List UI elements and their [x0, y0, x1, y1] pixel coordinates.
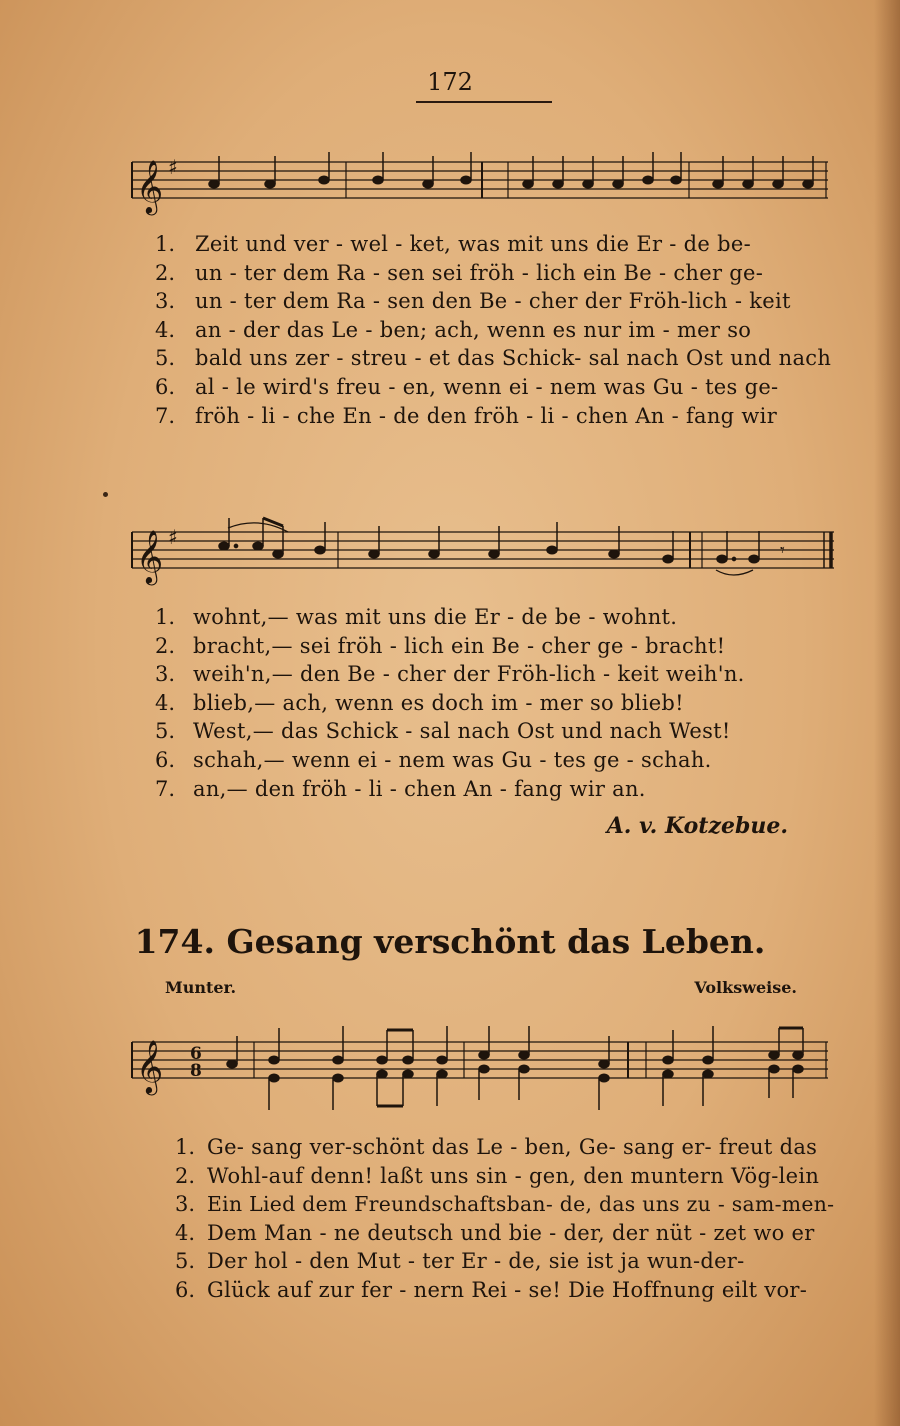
verse-line [155, 375, 835, 404]
verse-text: Ge- sang ver-schönt das Le - ben, Ge- sang er- freut das [207, 1135, 818, 1159]
verse-number: 2. [175, 1163, 196, 1188]
song-173-verses-part-2 [155, 605, 795, 805]
verse-number: 3. [155, 289, 176, 314]
svg-text:8: 8 [190, 1061, 202, 1081]
svg-text:♯: ♯ [168, 525, 178, 549]
verse-text: bracht,— sei fröh - lich ein Be - cher ge - bracht! [193, 633, 726, 658]
svg-text:𝄾: 𝄾 [780, 540, 785, 561]
verse-number: 5. [175, 1249, 196, 1274]
verse-line [155, 662, 795, 691]
verse-line [155, 289, 835, 318]
verse-number: 5. [155, 346, 176, 371]
verse-text: schah,— wenn ei - nem was Gu - tes ge - schah. [193, 747, 712, 772]
music-staff-2 [128, 510, 840, 590]
svg-text:6: 6 [190, 1044, 202, 1064]
svg-text:𝄞: 𝄞 [136, 159, 164, 213]
verse-number: 7. [155, 776, 176, 801]
verse-text: Zeit und ver - wel - ket, was mit uns die Er - de be- [195, 232, 751, 256]
verse-number: 3. [175, 1192, 196, 1217]
verse-text: blieb,— ach, wenn es doch im - mer so blieb! [193, 690, 684, 715]
verse-text: Ein Lied dem Freundschaftsban- de, das uns zu - sam-men- [207, 1192, 835, 1217]
verse-text: Der hol - den Mut - ter Er - de, sie ist ja wun-der- [207, 1249, 745, 1274]
song-173-verses-part-1 [155, 232, 835, 432]
music-staff-3 [128, 1018, 834, 1126]
verse-number: 5. [155, 719, 176, 744]
verse-text: Wohl-auf denn! laßt uns sin - gen, den muntern Vög-lein [207, 1163, 820, 1188]
verse-line [155, 318, 835, 347]
verse-number: 6. [175, 1277, 196, 1302]
tempo-marking: Munter. [165, 978, 237, 997]
verse-text: an,— den fröh - li - chen An - fang wir an. [193, 776, 646, 801]
verse-text: al - le wird's freu - en, wenn ei - nem was Gu - tes ge- [195, 374, 779, 399]
melody-source: Volksweise. [694, 978, 797, 997]
verse-line [155, 346, 835, 375]
verse-text: bald uns zer - streu - et das Schick- sal nach Ost und nach [195, 346, 832, 371]
verse-number: 4. [155, 317, 176, 342]
verse-number: 1. [155, 605, 176, 629]
page-number-rule [416, 101, 552, 103]
verse-number: 3. [155, 662, 176, 687]
verse-line [155, 261, 835, 290]
verse-text: wohnt,— was mit uns die Er - de be - wohnt. [193, 605, 678, 629]
verse-line [155, 748, 795, 777]
svg-text:𝄞: 𝄞 [136, 529, 164, 583]
verse-number: 1. [175, 1135, 196, 1159]
verse-line [155, 691, 795, 720]
ink-speck [103, 492, 108, 497]
verse-line [155, 404, 835, 433]
music-staff-1 [128, 140, 834, 220]
verse-number: 2. [155, 260, 176, 285]
verse-number: 7. [155, 403, 176, 428]
verse-number: 4. [155, 690, 176, 715]
verse-text: un - ter dem Ra - sen den Be - cher der Fröh-lich - keit [195, 289, 791, 314]
svg-text:𝄞: 𝄞 [136, 1039, 164, 1093]
verse-text: fröh - li - che En - de den fröh - li - chen An - fang wir [195, 403, 778, 428]
verse-number: 2. [155, 633, 176, 658]
verse-line [175, 1135, 835, 1164]
verse-text: an - der das Le - ben; ach, wenn es nur im - mer so [195, 317, 752, 342]
verse-line [155, 605, 795, 634]
song-title: 174. Gesang verschönt das Leben. [134, 922, 766, 961]
page-number: 172 [427, 68, 473, 96]
verse-text: weih'n,— den Be - cher der Fröh-lich - keit weih'n. [193, 662, 745, 687]
verse-line [175, 1249, 835, 1278]
verse-line [155, 634, 795, 663]
verse-number: 1. [155, 232, 176, 256]
verse-line [175, 1192, 835, 1221]
verse-line [155, 719, 795, 748]
verse-line [175, 1278, 835, 1307]
song-174-verses [175, 1135, 835, 1307]
verse-number: 4. [175, 1220, 196, 1245]
verse-line [175, 1221, 835, 1250]
verse-number: 6. [155, 374, 176, 399]
verse-text: Dem Man - ne deutsch und bie - der, der nüt - zet wo er [207, 1220, 815, 1245]
verse-line [155, 777, 795, 806]
verse-text: West,— das Schick - sal nach Ost und nach West! [193, 719, 731, 744]
verse-line [155, 232, 835, 261]
verse-line [175, 1164, 835, 1193]
verse-text: un - ter dem Ra - sen sei fröh - lich ein Be - cher ge- [195, 260, 764, 285]
page-edge-shadow [874, 0, 900, 1426]
svg-text:♯: ♯ [168, 155, 178, 179]
author-attribution: A. v. Kotzebue. [606, 813, 788, 839]
verse-text: Glück auf zur fer - nern Rei - se! Die Hoffnung eilt vor- [207, 1277, 808, 1302]
verse-number: 6. [155, 747, 176, 772]
